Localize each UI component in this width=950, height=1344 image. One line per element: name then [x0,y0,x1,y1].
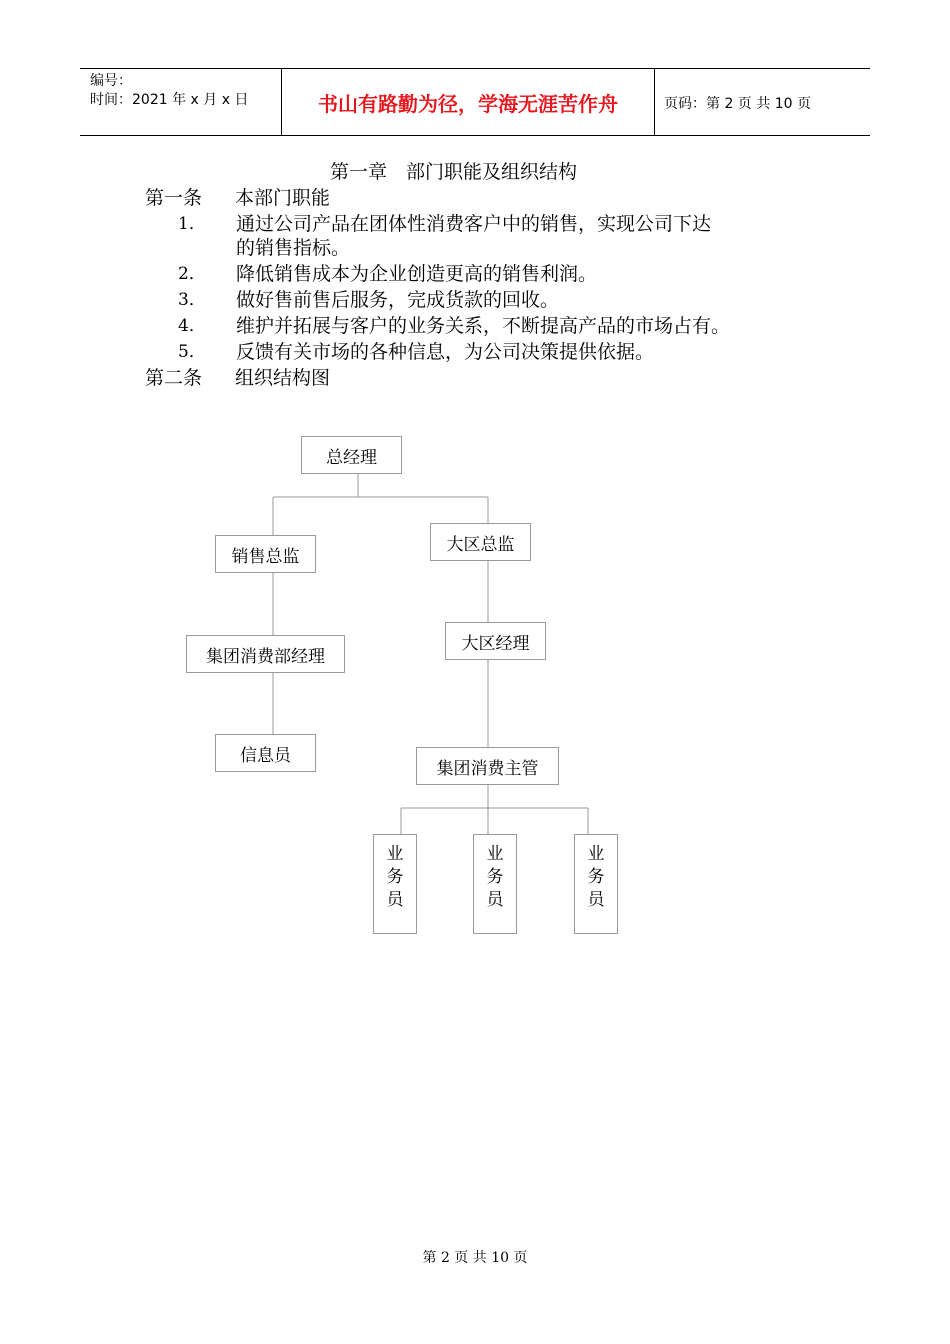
org-node-salesperson-2 [473,834,517,934]
salesperson-2-char-3: 员 [486,890,504,910]
org-node-info-officer: 信息员 [215,734,316,772]
salesperson-3-char-1: 业 [587,844,605,864]
item1-number: 1． [178,214,206,234]
item5-text: 反馈有关市场的各种信息，为公司决策提供依据。 [236,341,655,363]
salesperson-1-char-2: 务 [386,867,404,887]
item1-text-cont: 的销售指标。 [236,237,351,259]
salesperson-2-char-1: 业 [486,844,504,864]
org-node-general-manager: 总经理 [301,436,402,474]
header-page-label: 页码：第 2 页 共 10 页 [664,96,811,112]
item4-text: 维护并拓展与客户的业务关系，不断提高产品的市场占有。 [236,315,731,337]
item5-number: 5． [178,342,206,362]
org-node-sales-director: 销售总监 [215,535,316,573]
org-node-salesperson-3 [574,834,618,934]
org-node-region-director: 大区总监 [430,523,531,561]
page-footer: 第 2 页 共 10 页 [422,1250,528,1266]
header-code-label: 编号： [90,73,132,89]
salesperson-2-char-2: 务 [486,867,504,887]
org-node-region-manager: 大区经理 [445,622,546,660]
article2-title: 组织结构图 [235,367,331,389]
article1-title: 本部门职能 [235,187,331,209]
item4-number: 4． [178,316,206,336]
article2-label: 第二条 [145,367,203,389]
item2-number: 2． [178,264,206,284]
salesperson-3-char-3: 员 [587,890,605,910]
salesperson-1-char-3: 员 [386,890,404,910]
item3-number: 3． [178,290,206,310]
org-node-group-consumption-manager: 集团消费部经理 [186,635,345,673]
chapter-title: 第一章 部门职能及组织结构 [330,161,578,183]
item2-text: 降低销售成本为企业创造更高的销售利润。 [236,263,598,285]
org-node-group-consumption-supervisor: 集团消费主管 [416,747,559,785]
salesperson-1-char-1: 业 [386,844,404,864]
header-motto: 书山有路勤为径，学海无涯苦作舟 [318,92,618,116]
item1-text: 通过公司产品在团体性消费客户中的销售，实现公司下达 [236,213,712,235]
header-time-label: 时间：2021 年 x 月 x 日 [90,92,249,108]
article1-label: 第一条 [145,187,203,209]
salesperson-3-char-2: 务 [587,867,605,887]
org-node-salesperson-1 [373,834,417,934]
item3-text: 做好售前售后服务，完成货款的回收。 [236,289,560,311]
